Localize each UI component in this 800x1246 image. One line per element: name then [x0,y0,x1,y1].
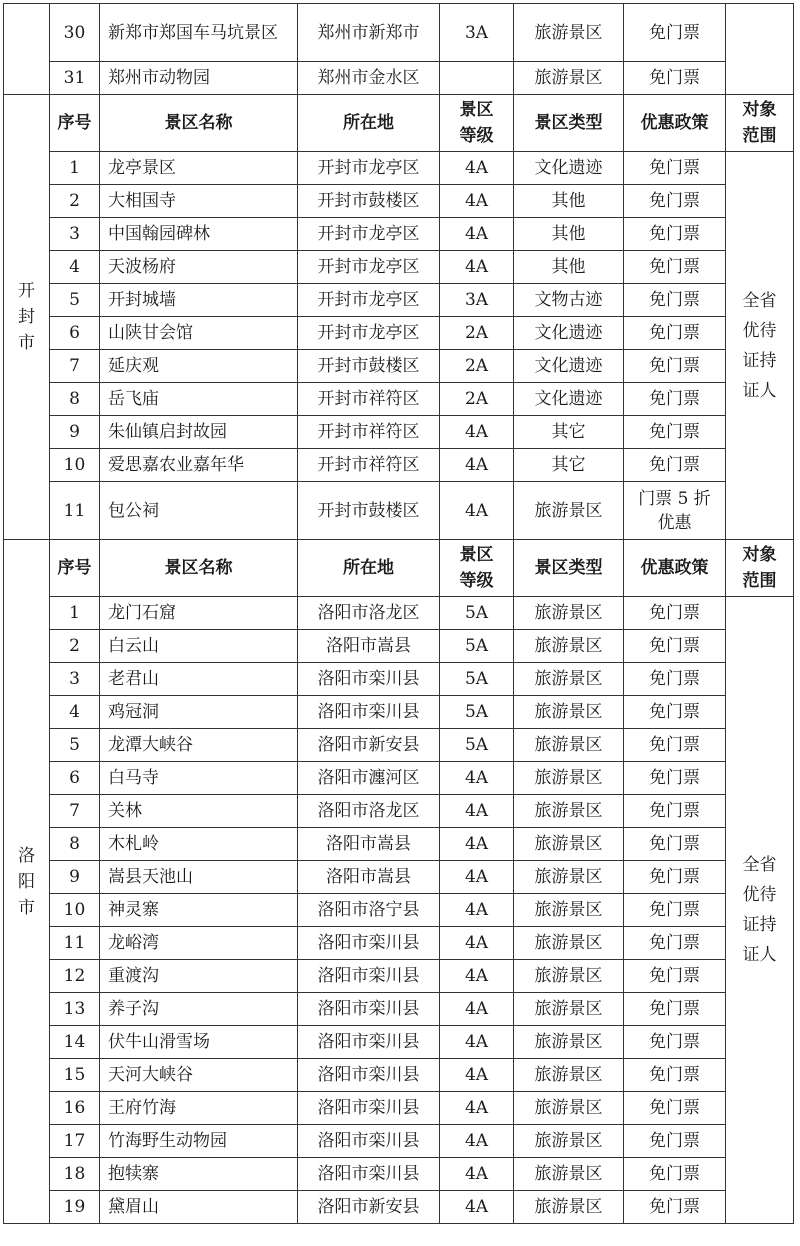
location: 洛阳市栾川县 [298,1092,440,1125]
scenic-name: 龙峪湾 [100,927,298,960]
discount-policy: 免门票 [624,993,726,1026]
location: 开封市鼓楼区 [298,185,440,218]
discount-policy: 免门票 [624,861,726,894]
scenic-name: 龙门石窟 [100,597,298,630]
table-row [4,663,794,696]
location: 开封市龙亭区 [298,251,440,284]
location: 开封市龙亭区 [298,317,440,350]
discount-policy: 免门票 [624,251,726,284]
grade: 4A [440,251,514,284]
table-row [4,630,794,663]
city-cell-zhengzhou [4,4,50,95]
discount-policy: 免门票 [624,185,726,218]
row-number: 4 [50,696,100,729]
scenic-type: 旅游景区 [514,1125,624,1158]
grade: 4A [440,894,514,927]
scenic-spot-table [3,3,794,1224]
scenic-type: 其他 [514,218,624,251]
scenic-type: 文物古迹 [514,284,624,317]
discount-policy: 免门票 [624,350,726,383]
scenic-type: 旅游景区 [514,4,624,62]
scenic-type: 文化遗迹 [514,317,624,350]
scenic-type: 旅游景区 [514,1158,624,1191]
header-type: 景区类型 [514,540,624,597]
row-number: 9 [50,861,100,894]
scenic-name: 竹海野生动物园 [100,1125,298,1158]
header-type: 景区类型 [514,95,624,152]
scenic-type: 文化遗迹 [514,383,624,416]
grade: 3A [440,4,514,62]
discount-policy: 免门票 [624,828,726,861]
location: 洛阳市新安县 [298,729,440,762]
table-row [4,416,794,449]
scenic-name: 关林 [100,795,298,828]
scenic-type: 旅游景区 [514,861,624,894]
row-number: 4 [50,251,100,284]
row-number: 8 [50,828,100,861]
table-row [4,1191,794,1224]
scenic-type: 其它 [514,416,624,449]
location: 郑州市新郑市 [298,4,440,62]
grade: 4A [440,828,514,861]
discount-policy: 免门票 [624,597,726,630]
scenic-name: 岳飞庙 [100,383,298,416]
table-row [4,251,794,284]
grade: 4A [440,482,514,540]
discount-policy: 免门票 [624,1059,726,1092]
table-row [4,350,794,383]
discount-policy: 免门票 [624,317,726,350]
row-number: 6 [50,762,100,795]
row-number: 8 [50,383,100,416]
scenic-name: 新郑市郑国车马坑景区 [100,4,298,62]
scenic-type: 旅游景区 [514,993,624,1026]
grade: 4A [440,1158,514,1191]
location: 洛阳市栾川县 [298,927,440,960]
grade: 4A [440,762,514,795]
grade: 4A [440,1059,514,1092]
row-number: 6 [50,317,100,350]
city-cell-luoyang [4,540,50,1224]
discount-policy: 免门票 [624,1191,726,1224]
row-number: 3 [50,663,100,696]
table-row [4,383,794,416]
table-row [4,960,794,993]
grade: 4A [440,993,514,1026]
table-row [4,482,794,540]
discount-policy: 免门票 [624,630,726,663]
scope-text: 全省优待证持证人 [742,855,777,965]
header-policy: 优惠政策 [624,540,726,597]
row-number: 15 [50,1059,100,1092]
scenic-name: 天河大峡谷 [100,1059,298,1092]
location: 洛阳市新安县 [298,1191,440,1224]
row-number: 16 [50,1092,100,1125]
scenic-name: 抱犊寨 [100,1158,298,1191]
grade: 4A [440,1125,514,1158]
header-grade: 景区等级 [440,540,514,597]
location: 开封市龙亭区 [298,218,440,251]
grade: 2A [440,383,514,416]
scenic-type: 旅游景区 [514,630,624,663]
grade: 5A [440,696,514,729]
header-loc: 所在地 [298,95,440,152]
scenic-name: 延庆观 [100,350,298,383]
discount-policy: 免门票 [624,663,726,696]
location: 洛阳市栾川县 [298,960,440,993]
row-number: 2 [50,630,100,663]
scenic-type: 旅游景区 [514,1026,624,1059]
row-number: 10 [50,894,100,927]
scenic-type: 旅游景区 [514,960,624,993]
discount-policy: 免门票 [624,449,726,482]
grade: 4A [440,449,514,482]
location: 洛阳市栾川县 [298,1026,440,1059]
grade: 4A [440,1026,514,1059]
scenic-type: 旅游景区 [514,482,624,540]
discount-policy: 免门票 [624,960,726,993]
row-number: 11 [50,927,100,960]
scenic-name: 山陕甘会馆 [100,317,298,350]
discount-policy: 门票 5 折优惠 [624,482,726,540]
discount-policy: 免门票 [624,894,726,927]
table-row [4,1158,794,1191]
header-row [4,95,794,152]
grade: 5A [440,663,514,696]
discount-policy: 免门票 [624,1158,726,1191]
scenic-type: 其他 [514,185,624,218]
table-row [4,597,794,630]
scenic-name: 鸡冠洞 [100,696,298,729]
table-row [4,1092,794,1125]
grade: 5A [440,729,514,762]
location: 开封市祥符区 [298,416,440,449]
discount-policy: 免门票 [624,927,726,960]
scenic-name: 龙亭景区 [100,152,298,185]
scenic-name: 爱思嘉农业嘉年华 [100,449,298,482]
table-row [4,927,794,960]
table-row [4,828,794,861]
grade: 2A [440,350,514,383]
location: 洛阳市嵩县 [298,630,440,663]
scenic-type: 旅游景区 [514,663,624,696]
header-policy: 优惠政策 [624,95,726,152]
scenic-type: 旅游景区 [514,828,624,861]
row-number: 1 [50,597,100,630]
table-row [4,729,794,762]
header-name: 景区名称 [100,95,298,152]
table-row [4,284,794,317]
location: 洛阳市瀍河区 [298,762,440,795]
grade: 5A [440,630,514,663]
discount-policy: 免门票 [624,416,726,449]
scenic-type: 其它 [514,449,624,482]
location: 开封市龙亭区 [298,284,440,317]
header-no: 序号 [50,95,100,152]
scenic-name: 重渡沟 [100,960,298,993]
location: 开封市鼓楼区 [298,482,440,540]
table-row [4,185,794,218]
scenic-name: 郑州市动物园 [100,62,298,95]
row-number: 30 [50,4,100,62]
scenic-name: 黛眉山 [100,1191,298,1224]
row-number: 10 [50,449,100,482]
scenic-name: 木札岭 [100,828,298,861]
row-number: 31 [50,62,100,95]
scenic-name: 开封城墙 [100,284,298,317]
location: 洛阳市栾川县 [298,993,440,1026]
table-row [4,218,794,251]
scenic-type: 旅游景区 [514,795,624,828]
location: 开封市祥符区 [298,449,440,482]
scenic-name: 白马寺 [100,762,298,795]
table-body [4,4,794,1224]
table-row [4,762,794,795]
grade [440,62,514,95]
scenic-name: 包公祠 [100,482,298,540]
scenic-name: 朱仙镇启封故园 [100,416,298,449]
table-row [4,795,794,828]
row-number: 13 [50,993,100,1026]
scenic-name: 嵩县天池山 [100,861,298,894]
discount-policy: 免门票 [624,696,726,729]
location: 洛阳市栾川县 [298,1059,440,1092]
header-scope: 对象范围 [726,540,794,597]
row-number: 17 [50,1125,100,1158]
location: 洛阳市洛宁县 [298,894,440,927]
row-number: 7 [50,795,100,828]
scenic-name: 神灵寨 [100,894,298,927]
table-row [4,4,794,62]
location: 洛阳市栾川县 [298,1125,440,1158]
scenic-type: 旅游景区 [514,762,624,795]
discount-policy: 免门票 [624,284,726,317]
discount-policy: 免门票 [624,218,726,251]
scope-text: 全省优待证持证人 [742,290,777,401]
grade: 4A [440,1191,514,1224]
header-row [4,540,794,597]
discount-policy: 免门票 [624,1092,726,1125]
scenic-name: 大相国寺 [100,185,298,218]
scenic-type: 旅游景区 [514,696,624,729]
row-number: 2 [50,185,100,218]
scenic-type: 文化遗迹 [514,350,624,383]
row-number: 3 [50,218,100,251]
scenic-type: 旅游景区 [514,729,624,762]
row-number: 1 [50,152,100,185]
scenic-name: 伏牛山滑雪场 [100,1026,298,1059]
location: 洛阳市嵩县 [298,861,440,894]
scope-cell-luoyang [726,597,794,1224]
table-row [4,1026,794,1059]
grade: 4A [440,960,514,993]
scenic-type: 旅游景区 [514,62,624,95]
grade: 5A [440,597,514,630]
row-number: 12 [50,960,100,993]
header-name: 景区名称 [100,540,298,597]
grade: 4A [440,416,514,449]
location: 洛阳市嵩县 [298,828,440,861]
city-cell-kaifeng [4,95,50,540]
scenic-name: 老君山 [100,663,298,696]
scenic-type: 旅游景区 [514,927,624,960]
table-row [4,894,794,927]
table-row [4,449,794,482]
table-row [4,317,794,350]
header-grade: 景区等级 [440,95,514,152]
location: 洛阳市栾川县 [298,696,440,729]
scenic-name: 龙潭大峡谷 [100,729,298,762]
row-number: 18 [50,1158,100,1191]
scenic-type: 文化遗迹 [514,152,624,185]
scenic-name: 养子沟 [100,993,298,1026]
grade: 4A [440,927,514,960]
discount-policy: 免门票 [624,152,726,185]
city-name: 洛阳市 [18,845,35,918]
grade: 4A [440,795,514,828]
table-row [4,1059,794,1092]
scenic-spot-document [3,3,794,1224]
table-row [4,1125,794,1158]
grade: 4A [440,861,514,894]
scope-cell-kaifeng [726,152,794,540]
table-row [4,993,794,1026]
location: 洛阳市栾川县 [298,663,440,696]
grade: 3A [440,284,514,317]
row-number: 9 [50,416,100,449]
row-number: 7 [50,350,100,383]
scenic-type: 旅游景区 [514,597,624,630]
row-number: 5 [50,284,100,317]
location: 洛阳市栾川县 [298,1158,440,1191]
discount-policy: 免门票 [624,4,726,62]
discount-policy: 免门票 [624,729,726,762]
table-row [4,62,794,95]
scope-cell-zhengzhou [726,4,794,95]
scenic-type: 旅游景区 [514,894,624,927]
location: 开封市鼓楼区 [298,350,440,383]
header-loc: 所在地 [298,540,440,597]
grade: 4A [440,1092,514,1125]
row-number: 14 [50,1026,100,1059]
location: 洛阳市洛龙区 [298,795,440,828]
location: 开封市龙亭区 [298,152,440,185]
discount-policy: 免门票 [624,1026,726,1059]
scenic-name: 天波杨府 [100,251,298,284]
table-row [4,152,794,185]
discount-policy: 免门票 [624,762,726,795]
header-no: 序号 [50,540,100,597]
location: 洛阳市洛龙区 [298,597,440,630]
scenic-type: 旅游景区 [514,1059,624,1092]
scenic-name: 中国翰园碑林 [100,218,298,251]
discount-policy: 免门票 [624,383,726,416]
table-row [4,861,794,894]
row-number: 5 [50,729,100,762]
discount-policy: 免门票 [624,795,726,828]
scenic-type: 旅游景区 [514,1092,624,1125]
row-number: 11 [50,482,100,540]
table-row [4,696,794,729]
discount-policy: 免门票 [624,62,726,95]
discount-policy: 免门票 [624,1125,726,1158]
grade: 4A [440,152,514,185]
grade: 4A [440,185,514,218]
grade: 2A [440,317,514,350]
city-name: 开封市 [18,281,35,353]
location: 郑州市金水区 [298,62,440,95]
scenic-type: 旅游景区 [514,1191,624,1224]
header-scope: 对象范围 [726,95,794,152]
scenic-name: 王府竹海 [100,1092,298,1125]
row-number: 19 [50,1191,100,1224]
grade: 4A [440,218,514,251]
location: 开封市祥符区 [298,383,440,416]
scenic-name: 白云山 [100,630,298,663]
scenic-type: 其他 [514,251,624,284]
